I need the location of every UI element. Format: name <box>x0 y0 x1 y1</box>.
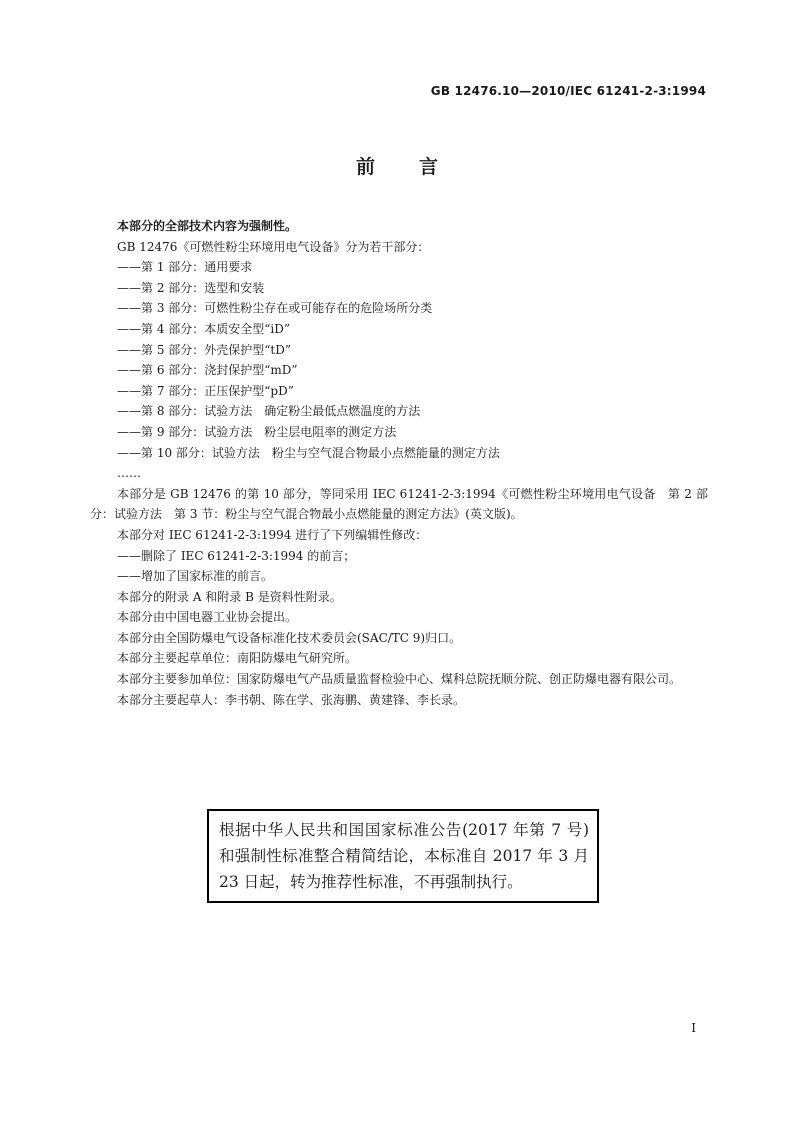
participating-organizations: 本部分主要参加单位：国家防爆电气产品质量监督检验中心、煤科总院抚顺分院、创正防爆电器有限公司。 <box>117 672 682 687</box>
standard-code: GB 12476.10—2010/IEC 61241-2-3:1994 <box>430 84 706 98</box>
notice-text: 根据中华人民共和国国家标准公告(2017 年第 7 号)和强制性标准整合精简结论，本标准自 2017 年 3 月 23 日起，转为推荐性标准，不再强制执行。 <box>219 821 589 891</box>
notice-box <box>207 809 599 903</box>
list-item: ——删除了 IEC 61241-2-3:1994 的前言； <box>117 548 356 563</box>
list-item: ——第 9 部分：试验方法 粉尘层电阻率的测定方法 <box>117 424 397 439</box>
foreword-body <box>90 216 708 710</box>
drafters: 本部分主要起草人：李书朝、陈在学、张海鹏、黄建锋、李长录。 <box>117 692 466 707</box>
annex-statement: 本部分的附录 A 和附录 B 是资料性附录。 <box>117 589 342 604</box>
list-item: ——第 3 部分：可燃性粉尘存在或可能存在的危险场所分类 <box>117 301 433 316</box>
list-item: ——第 5 部分：外壳保护型“tD” <box>117 342 291 357</box>
list-item: ——第 2 部分：选型和安装 <box>117 280 265 295</box>
proposed-by: 本部分由中国电器工业协会提出。 <box>117 610 298 625</box>
equivalence-paragraph: 本部分是 GB 12476 的第 10 部分，等同采用 IEC 61241-2-3:1994《可燃性粉尘环境用电气设备 第 2 部分：试验方法 第 3 节：粉尘与空气混合物最小点燃能量的测定方法》(英文版)。 <box>90 486 708 522</box>
list-item: ——第 1 部分：通用要求 <box>117 260 253 275</box>
list-item: ——第 8 部分：试验方法 确定粉尘最低点燃温度的方法 <box>117 404 421 419</box>
parts-list <box>90 257 708 463</box>
list-item: ——第 6 部分：浇封保护型“mD” <box>117 363 298 378</box>
drafting-organization: 本部分主要起草单位：南阳防爆电气研究所。 <box>117 651 358 666</box>
list-item: ——第 7 部分：正压保护型“pD” <box>117 383 294 398</box>
list-item: ——增加了国家标准的前言。 <box>117 569 274 584</box>
page-title: 前言 <box>355 156 482 178</box>
page-number: I <box>691 1021 696 1035</box>
list-item: ——第 10 部分：试验方法 粉尘与空气混合物最小点燃能量的测定方法 <box>117 445 500 460</box>
series-intro: GB 12476《可燃性粉尘环境用电气设备》分为若干部分： <box>117 239 430 254</box>
centralized-by: 本部分由全国防爆电气设备标准化技术委员会(SAC/TC 9)归口。 <box>117 630 462 645</box>
parts-ellipsis: …… <box>117 466 141 481</box>
edits-intro: 本部分对 IEC 61241-2-3:1994 进行了下列编辑性修改： <box>117 527 428 542</box>
mandatory-statement: 本部分的全部技术内容为强制性。 <box>117 219 298 233</box>
list-item: ——第 4 部分：本质安全型“iD” <box>117 321 290 336</box>
